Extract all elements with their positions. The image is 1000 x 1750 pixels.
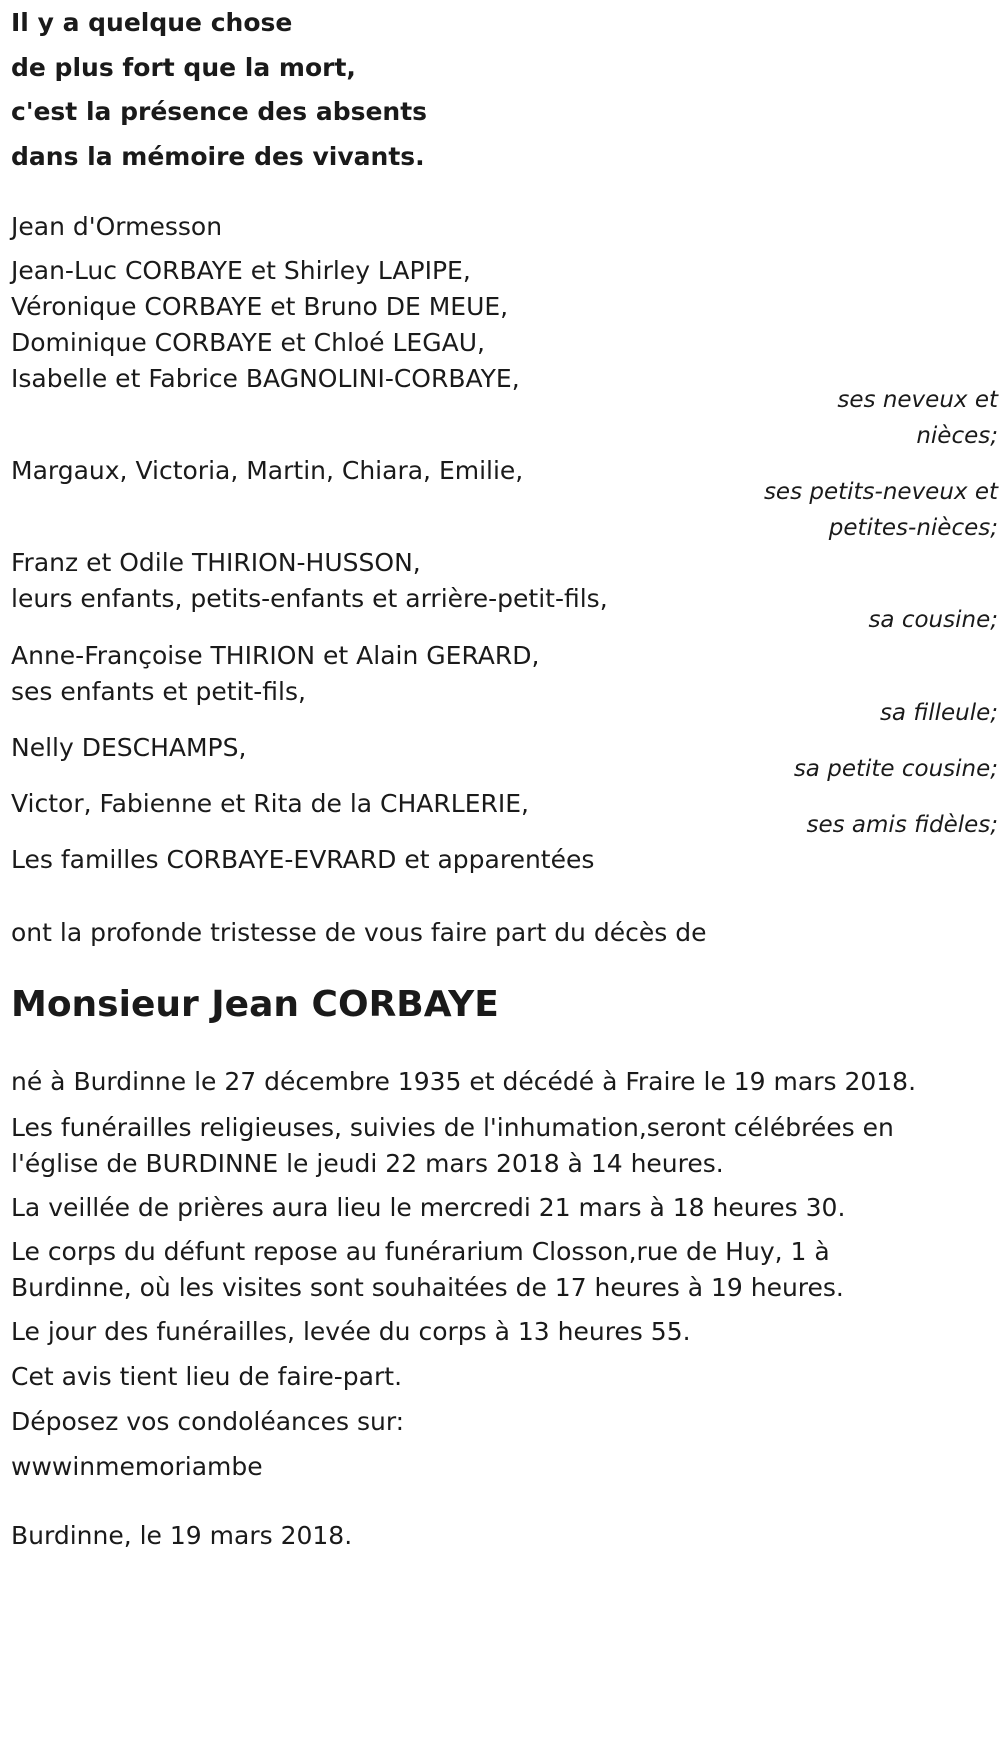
mourner-line: Margaux, Victoria, Martin, Chiara, Emilie, [11,456,524,485]
deceased-name: Monsieur Jean CORBAYE [11,984,499,1025]
mourner-line: Jean-Luc CORBAYE et Shirley LAPIPE, [11,256,471,285]
detail-line: Les funérailles religieuses, suivies de l'inhumation,seront célébrées en [11,1113,894,1142]
detail-line: La veillée de prières aura lieu le mercredi 21 mars à 18 heures 30. [11,1193,846,1222]
relation-label: ses petits-neveux et [763,479,998,505]
mourner-line: Anne-Françoise THIRION et Alain GERARD, [11,641,540,670]
mourner-line: Isabelle et Fabrice BAGNOLINI-CORBAYE, [11,364,520,393]
relation-label: sa cousine; [868,607,998,633]
mourner-line: Victor, Fabienne et Rita de la CHARLERIE, [11,789,529,818]
mourner-line: Dominique CORBAYE et Chloé LEGAU, [11,328,485,357]
relation-label: petites-nièces; [828,515,998,541]
detail-line: Le jour des funérailles, levée du corps à 13 heures 55. [11,1317,691,1346]
announcement-text: ont la profonde tristesse de vous faire part du décès de [11,918,707,947]
quote-line-1: Il y a quelque chose [11,8,293,37]
relation-label: sa petite cousine; [793,756,998,782]
detail-line: Le corps du défunt repose au funérarium Closson,rue de Huy, 1 à [11,1237,830,1266]
relation-label: nièces; [916,423,998,449]
relation-label: ses neveux et [837,387,998,413]
relation-label: sa filleule; [879,700,998,726]
quote-line-2: de plus fort que la mort, [11,53,356,82]
mourner-line: Nelly DESCHAMPS, [11,733,247,762]
mourner-line: Franz et Odile THIRION-HUSSON, [11,548,421,577]
mourner-line: Les familles CORBAYE-EVRARD et apparentées [11,845,595,874]
quote-line-3: c'est la présence des absents [11,97,428,126]
detail-line: Burdinne, où les visites sont souhaitées de 17 heures à 19 heures. [11,1273,844,1302]
mourner-line: leurs enfants, petits-enfants et arrière-petit-fils, [11,584,608,613]
quote-author: Jean d'Ormesson [11,212,223,241]
relation-label: ses amis fidèles; [806,812,998,838]
signoff-text: Burdinne, le 19 mars 2018. [11,1521,353,1550]
detail-line: Cet avis tient lieu de faire-part. [11,1362,403,1391]
detail-line: l'église de BURDINNE le jeudi 22 mars 2018 à 14 heures. [11,1149,724,1178]
detail-line: né à Burdinne le 27 décembre 1935 et décédé à Fraire le 19 mars 2018. [11,1067,917,1096]
mourner-line: Véronique CORBAYE et Bruno DE MEUE, [11,292,509,321]
condolence-website: wwwinmemoriambe [11,1452,263,1481]
detail-line: Déposez vos condoléances sur: [11,1407,405,1436]
quote-line-4: dans la mémoire des vivants. [11,142,425,171]
mourner-line: ses enfants et petit-fils, [11,677,306,706]
